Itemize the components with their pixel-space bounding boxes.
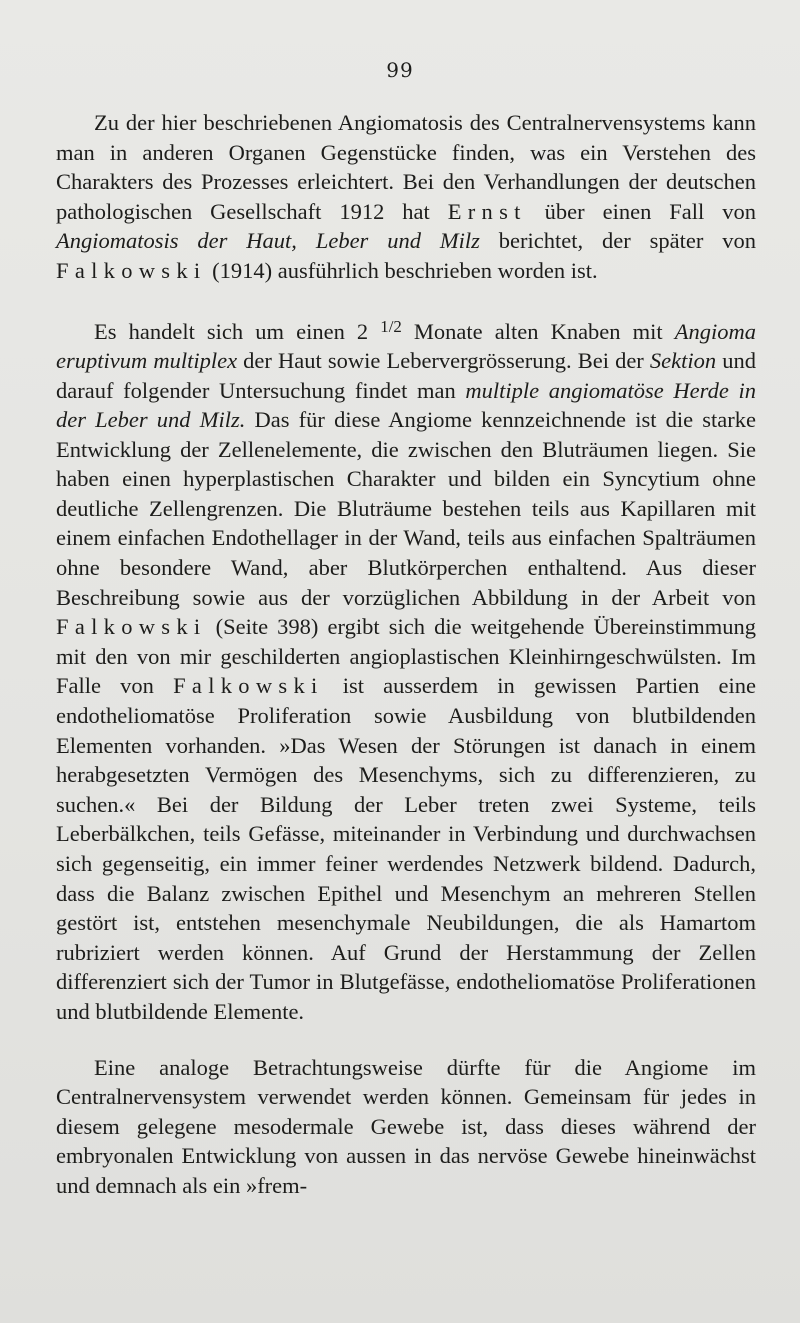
text-run: Monate alten Knaben mit <box>401 318 675 344</box>
italic-text: multiple angiomatöse Herde in der Leber und Milz. <box>56 377 756 433</box>
paragraph <box>56 108 756 286</box>
author-name: Falkowski <box>173 673 324 699</box>
author-name: Falkowski <box>56 614 207 640</box>
text-run: Das für diese Angiome kennzeichnende ist die starke Entwicklung der Zellenelemente, die zwischen den Bluträumen liegen. Sie haben einen hyperplastischen Charakter und bilden ein Syncytium ohne deutliche Zellengrenzen. Die Bluträume bestehen teils aus Kapillaren mit einem einfachen Endothellager in der Wand, teils aus einfachen Spalträumen ohne besondere Wand, aber Blutkörperchen enthaltend. Aus dieser Beschreibung sowie aus der vorzüglichen Abbildung in der Arbeit von <box>56 407 756 610</box>
fraction: 1/2 <box>380 316 402 336</box>
italic-text: Sektion <box>649 347 717 373</box>
paragraph <box>56 1053 756 1201</box>
author-name: Falkowski <box>56 257 207 283</box>
text-run: (1914) ausführlich beschrieben worden ist. <box>206 257 598 283</box>
text-run: der Haut sowie Lebervergrösserung. Bei der <box>237 347 650 373</box>
text-run: berichtet, der später von <box>479 228 756 254</box>
page-number: 99 <box>386 58 414 82</box>
text-run: Eine analoge Betrachtungsweise dürfte für die Angiome im Centralnervensystem verwendet werden können. Gemeinsam für jedes in diesem gelegene mesodermale Gewebe ist, dass dieses während der embryonalen Entwicklung von aussen in das nervöse Gewebe hineinwächst und demnach als ein »frem- <box>56 1054 756 1198</box>
text-run: über einen Fall von <box>526 198 756 224</box>
italic-text: Angioma eruptivum multiplex <box>56 318 756 373</box>
italic-text: Angiomatosis der Haut, Leber und Milz <box>56 228 480 254</box>
author-name: Ernst <box>447 198 527 224</box>
text-run: Zu der hier beschriebenen Angiomatosis des Centralnervensystems kann man in anderen Organen Gegenstücke finden, was ein Verstehen des Charakters des Prozesses erleichtert. Bei den Verhandlungen der deutschen pathologischen Gesellschaft 1912 hat <box>56 110 756 224</box>
text-run: und darauf folgender Untersuchung findet man <box>56 347 756 403</box>
text-run: ist ausserdem in gewissen Partien eine endotheliomatöse Proliferation sowie Ausbildung von blutbildenden Elementen vorhanden. »Das Wesen der Störungen ist danach in einem herabgesetzten Vermögen des Mesenchyms, sich zu differenzieren, zu suchen.« Bei der Bildung der Leber treten zwei Systeme, teils Leberbälkchen, teils Gefässe, miteinander in Verbindung und durchwachsen sich gegenseitig, ein immer feiner werdendes Netzwerk bildend. Dadurch, dass die Balanz zwischen Epithel und Mesenchym an mehreren Stellen gestört ist, entstehen mesenchymale Neubildungen, die als Hamartom rubriziert werden können. Auf Grund der Herstammung der Zellen differenziert sich der Tumor in Blutgefässe, endotheliomatöse Proliferationen und blutbildende Elemente. <box>56 673 756 1024</box>
paragraph <box>56 312 756 1027</box>
text-run: (Seite 398) ergibt sich die weitgehende Übereinstimmung mit den von mir geschilderten angioplastischen Kleinhirngeschwülsten. Im Falle von <box>56 614 756 699</box>
body-text <box>56 108 756 1201</box>
text-run: Es handelt sich um einen 2 <box>94 318 381 344</box>
